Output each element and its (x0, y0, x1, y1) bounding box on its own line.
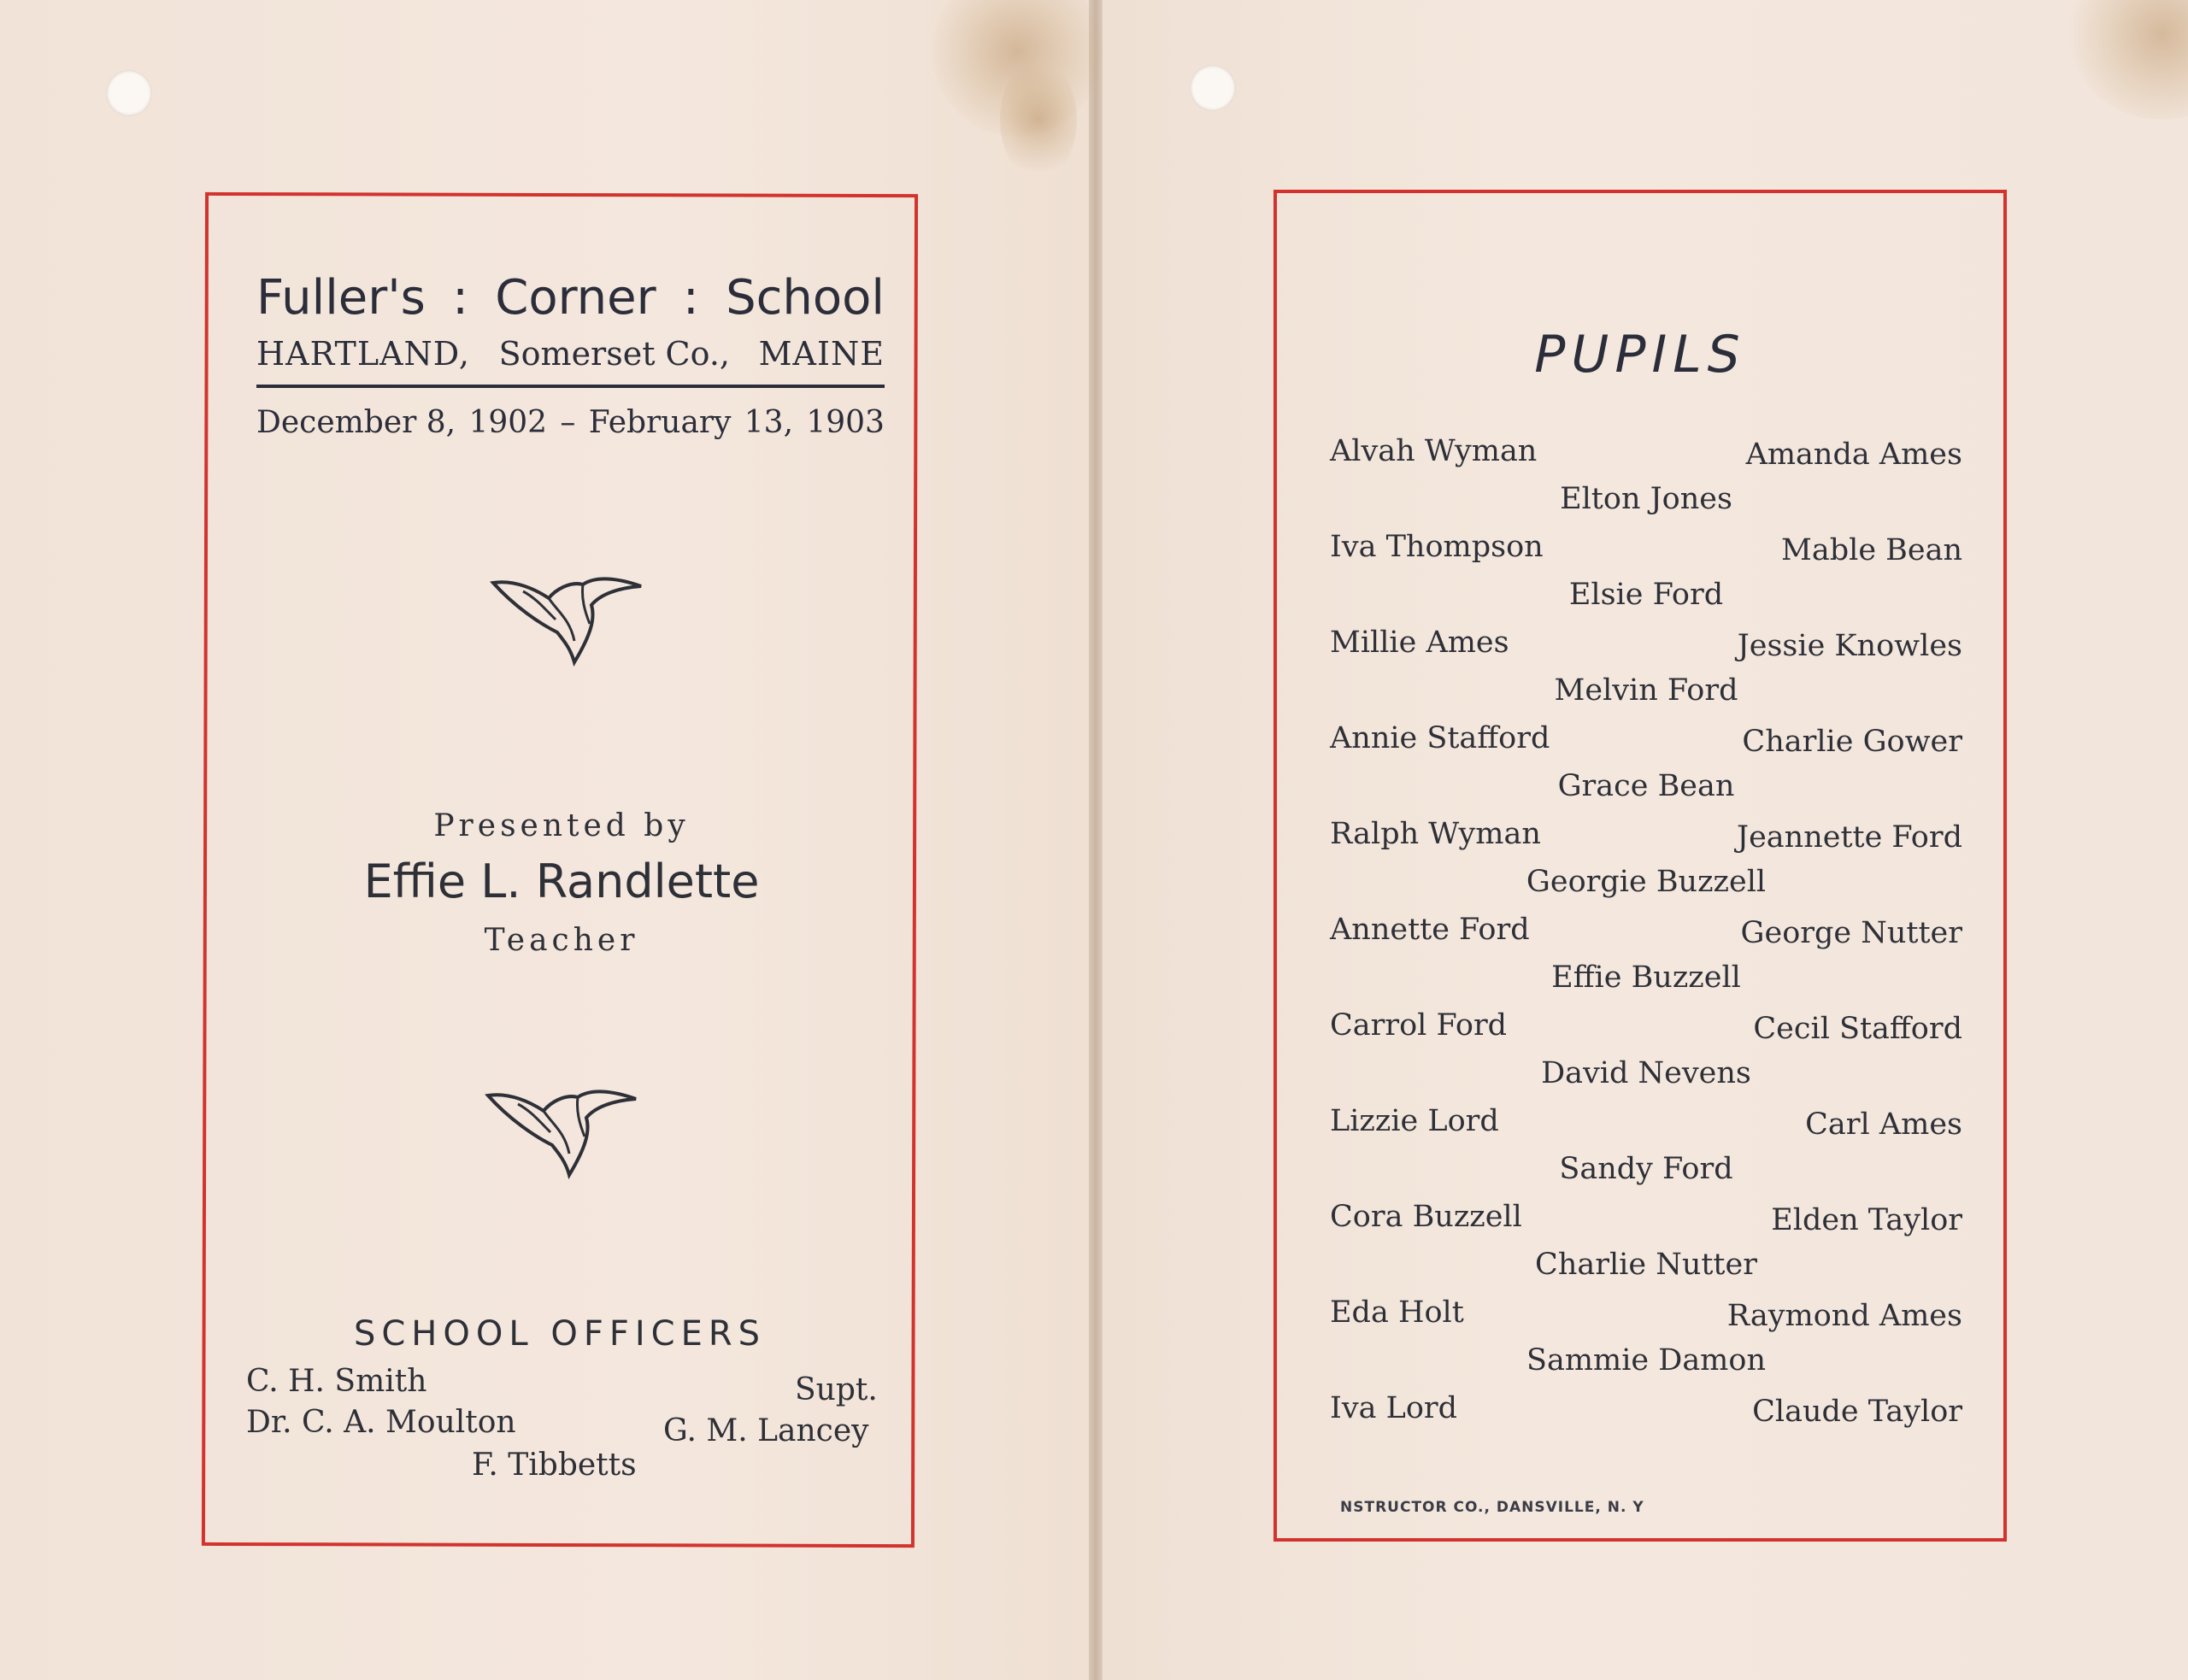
list-item: David Nevens (1541, 1056, 1751, 1090)
paper-stain (1000, 60, 1077, 179)
punch-hole-left (106, 70, 152, 116)
list-item: Iva Lord Claude Taylor (1330, 1391, 1962, 1429)
list-item: Grace Bean (1557, 769, 1735, 803)
acanthus-leaf-ornament-icon (489, 573, 643, 675)
officer-name: C. H. Smith (246, 1364, 427, 1399)
list-item: Annette Ford George Nutter (1330, 913, 1962, 950)
list-item: Alvah Wyman Amanda Ames (1330, 434, 1962, 472)
page-gutter (1089, 0, 1103, 1680)
list-item: Eda Holt Raymond Ames (1330, 1295, 1962, 1333)
acanthus-leaf-ornament-icon (484, 1085, 638, 1188)
teacher-role: Teacher (484, 923, 639, 958)
list-item: Georgie Buzzell (1526, 865, 1767, 899)
punch-hole-right (1190, 65, 1236, 111)
list-item: Ralph Wyman Jeannette Ford (1330, 817, 1962, 855)
list-item: Annie Stafford Charlie Gower (1330, 721, 1962, 759)
pupils-heading: PUPILS (1534, 325, 1746, 385)
list-item: Cora Buzzell Elden Taylor (1330, 1200, 1962, 1237)
officer-name: Dr. C. A. Moulton (246, 1405, 516, 1440)
presented-by-label: Presented by (433, 808, 690, 843)
school-location: HARTLAND, Somerset Co., MAINE (256, 335, 885, 373)
pupils-list (1330, 434, 1962, 1439)
officer-title: Supt. (795, 1372, 878, 1407)
list-item: Charlie Nutter (1535, 1248, 1757, 1282)
list-item: Melvin Ford (1554, 673, 1738, 708)
list-item: Effie Buzzell (1551, 960, 1741, 995)
term-dates: December 8, 1902 – February 13, 1903 (256, 405, 885, 440)
school-title: Fuller's : Corner : School (256, 270, 885, 326)
teacher-name: Effie L. Randlette (363, 855, 760, 908)
list-item: Lizzie Lord Carl Ames (1330, 1104, 1962, 1142)
printer-imprint: NSTRUCTOR CO., DANSVILLE, N. Y (1340, 1499, 1644, 1516)
title-rule (256, 385, 885, 388)
list-item: Millie Ames Jessie Knowles (1330, 626, 1962, 663)
list-item: Elton Jones (1560, 482, 1732, 516)
officer-name: F. Tibbetts (472, 1448, 637, 1483)
list-item: Elsie Ford (1568, 578, 1724, 612)
list-item: Sammie Damon (1526, 1343, 1766, 1377)
list-item: Sandy Ford (1559, 1152, 1733, 1186)
school-officers-heading: SCHOOL OFFICERS (353, 1314, 767, 1354)
officer-name: G. M. Lancey (663, 1413, 869, 1448)
list-item: Iva Thompson Mable Bean (1330, 530, 1962, 567)
list-item: Carrol Ford Cecil Stafford (1330, 1008, 1962, 1046)
